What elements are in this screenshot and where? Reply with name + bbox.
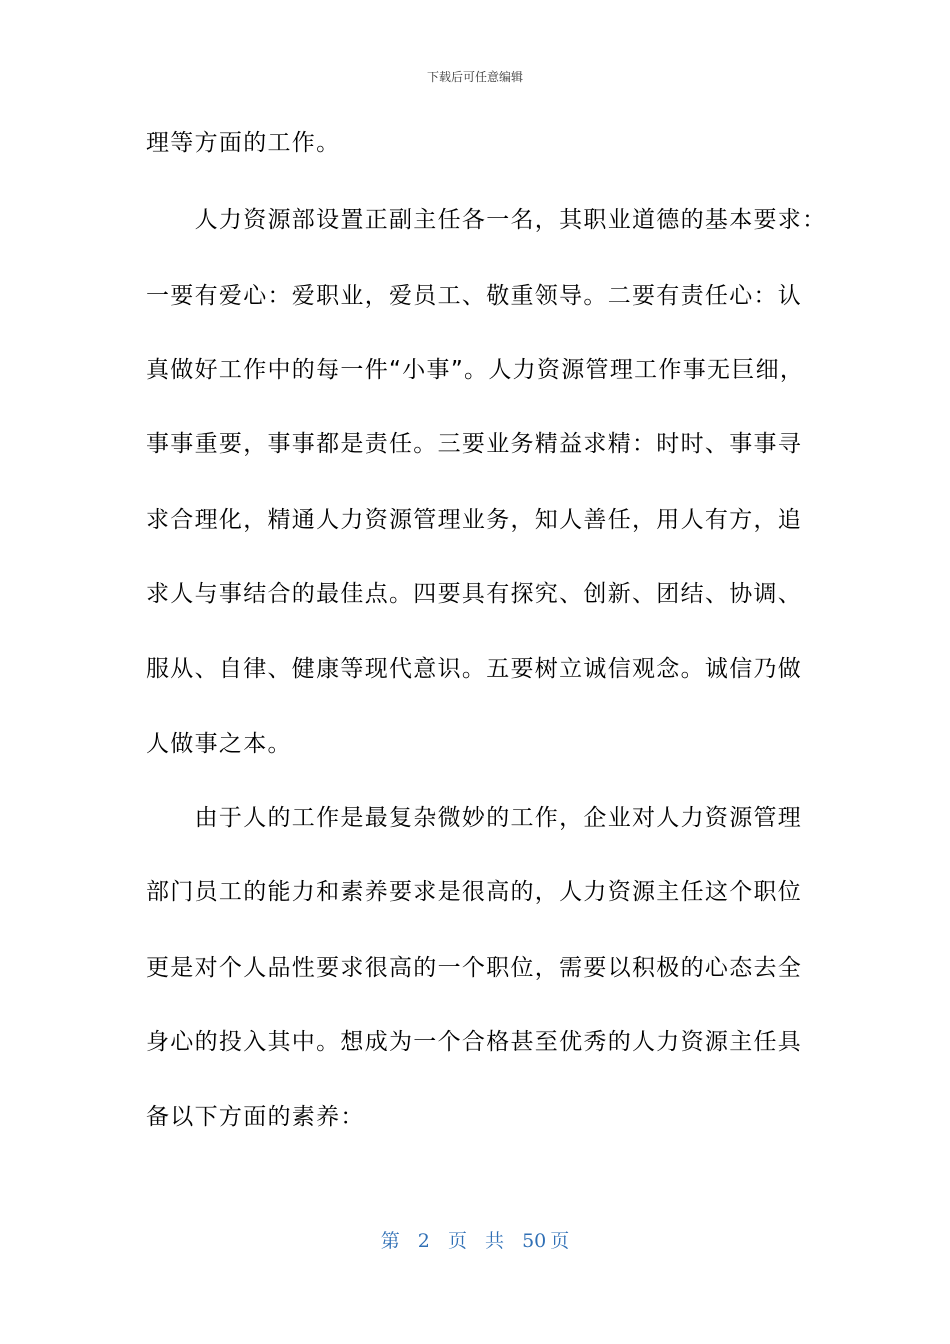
page-footer [0, 1226, 950, 1253]
footer-total-word: 共 [485, 1230, 505, 1252]
footer-page-word: 页 [447, 1230, 467, 1252]
footer-suffix: 页 [550, 1230, 570, 1252]
text-line: 理等方面的工作。 [146, 130, 341, 156]
text-line: 服从、自律、健康等现代意识。五要树立诚信观念。诚信乃做 [146, 656, 803, 682]
footer-page-number: 2 [417, 1230, 430, 1252]
header-note: 下载后可任意编辑 [426, 70, 523, 84]
text-line: 真做好工作中的每一件“小事”。人力资源管理工作事无巨细， [146, 357, 805, 383]
footer-prefix: 第 [380, 1230, 400, 1252]
text-line: 更是对个人品性要求很高的一个职位，需要以积极的心态去全 [146, 955, 803, 981]
text-line: 备以下方面的素养： [146, 1104, 365, 1130]
text-line: 人力资源部设置正副主任各一名，其职业道德的基本要求： [146, 207, 827, 233]
text-line: 由于人的工作是最复杂微妙的工作，企业对人力资源管理 [146, 805, 803, 831]
text-line: 身心的投入其中。想成为一个合格甚至优秀的人力资源主任具 [146, 1029, 803, 1055]
text-line: 求合理化，精通人力资源管理业务，知人善任，用人有方，追 [146, 507, 803, 533]
footer-total-pages: 50 [522, 1230, 547, 1252]
text-line: 事事重要，事事都是责任。三要业务精益求精：时时、事事寻 [146, 431, 803, 457]
text-line: 人做事之本。 [146, 731, 292, 757]
text-line: 求人与事结合的最佳点。四要具有探究、创新、团结、协调、 [146, 581, 803, 607]
text-line: 部门员工的能力和素养要求是很高的，人力资源主任这个职位 [146, 879, 803, 905]
text-line: 一要有爱心：爱职业，爱员工、敬重领导。二要有责任心：认 [146, 283, 803, 309]
